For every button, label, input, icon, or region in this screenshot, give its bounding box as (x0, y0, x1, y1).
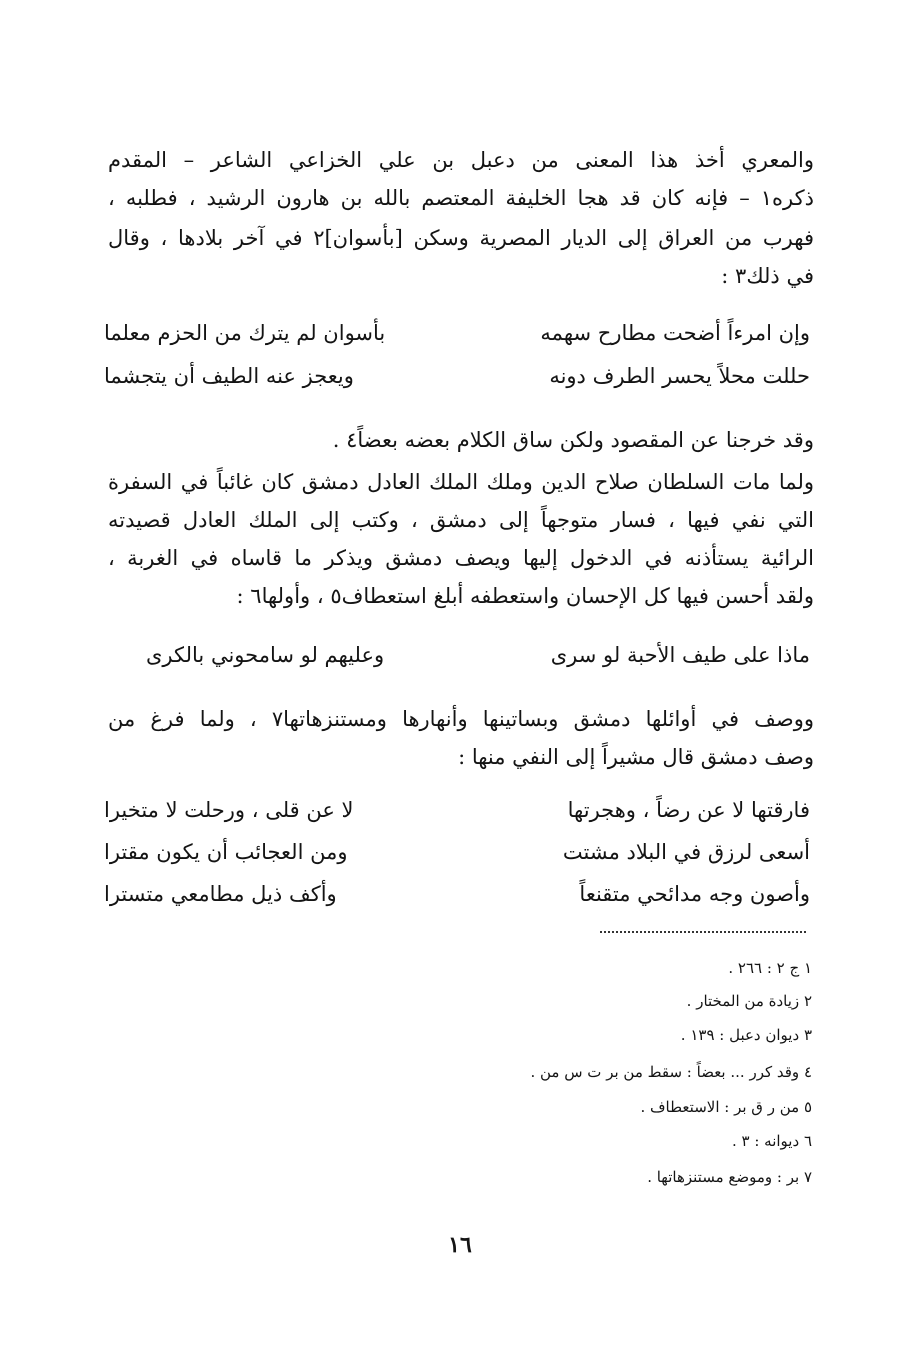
text-line: ولقد أحسن فيها كل الإحسان واستعطفه أبلغ استعطاف٥ ، وأولها٦ : (236, 584, 814, 608)
text-line: ولما مات السلطان صلاح الدين وملك الملك العادل دمشق كان غائباً في السفرة (108, 470, 814, 494)
verse-first-hemistich: ماذا على طيف الأحبة لو سرى (550, 643, 810, 667)
verse-first-hemistich: حللت محلاً يحسر الطرف دونه (549, 364, 810, 388)
text-line: الرائية يستأذنه في الدخول إليها ويصف دمشق ويذكر ما قاساه في الغربة ، (108, 546, 814, 570)
footnote-separator (600, 931, 806, 933)
verse-line (104, 316, 810, 350)
text-line: ووصف في أوائلها دمشق وبساتينها وأنهارها ومستنزهاتها٧ ، ولما فرغ من (108, 707, 814, 731)
footnote: ٧ بر : وموضع مستنزهاتها . (647, 1168, 812, 1186)
text-line: وقد خرجنا عن المقصود ولكن ساق الكلام بعضه بعضاً٤ . (332, 428, 814, 452)
verse-second-hemistich: وعليهم لو سامحوني بالكرى (146, 643, 385, 667)
verse-line (146, 638, 810, 672)
text-line: في ذلك٣ : (721, 264, 814, 288)
verse-second-hemistich: بأسوان لم يترك من الحزم معلما (104, 321, 386, 345)
footnote: ٥ من ر ق بر : الاستعطاف . (640, 1098, 812, 1116)
verse-line (104, 359, 810, 393)
verse-first-hemistich: أسعى لرزق في البلاد مشتت (562, 840, 810, 864)
footnote: ٦ ديوانه : ٣ . (731, 1132, 812, 1150)
verse-second-hemistich: لا عن قلى ، ورحلت لا متخيرا (104, 798, 354, 822)
footnote: ٤ وقد كرر ... بعضاً : سقط من بر ت س من . (530, 1063, 812, 1081)
verse-first-hemistich: وأصون وجه مدائحي متقنعاً (579, 882, 810, 906)
footnote: ١ ج ٢ : ٢٦٦ . (728, 959, 812, 977)
verse-first-hemistich: وإن امرءاً أضحت مطارح سهمه (540, 321, 810, 345)
verse-line (104, 877, 810, 911)
verse-second-hemistich: ومن العجائب أن يكون مقترا (104, 840, 348, 864)
verse-line (104, 793, 810, 827)
page-number: ١٦ (448, 1232, 472, 1258)
text-line: ذكره١ – فإنه كان قد هجا الخليفة المعتصم بالله بن هارون الرشيد ، فطلبه ، (108, 186, 814, 210)
verse-second-hemistich: وأكف ذيل مطامعي متسترا (104, 882, 337, 906)
footnote: ٢ زيادة من المختار . (686, 992, 812, 1010)
text-line: وصف دمشق قال مشيراً إلى النفي منها : (458, 745, 814, 769)
footnote: ٣ ديوان دعبل : ١٣٩ . (680, 1026, 812, 1044)
text-line: فهرب من العراق إلى الديار المصرية وسكن [بأسوان]٢ في آخر بلادها ، وقال (108, 226, 814, 250)
verse-line (104, 835, 810, 869)
verse-second-hemistich: ويعجز عنه الطيف أن يتجشما (104, 364, 354, 388)
verse-first-hemistich: فارقتها لا عن رضاً ، وهجرتها (567, 798, 810, 822)
text-line: التي نفي فيها ، فسار متوجهاً إلى دمشق ، وكتب إلى الملك العادل قصيدته (108, 508, 814, 532)
text-line: والمعري أخذ هذا المعنى من دعبل بن علي الخزاعي الشاعر – المقدم (108, 148, 814, 172)
